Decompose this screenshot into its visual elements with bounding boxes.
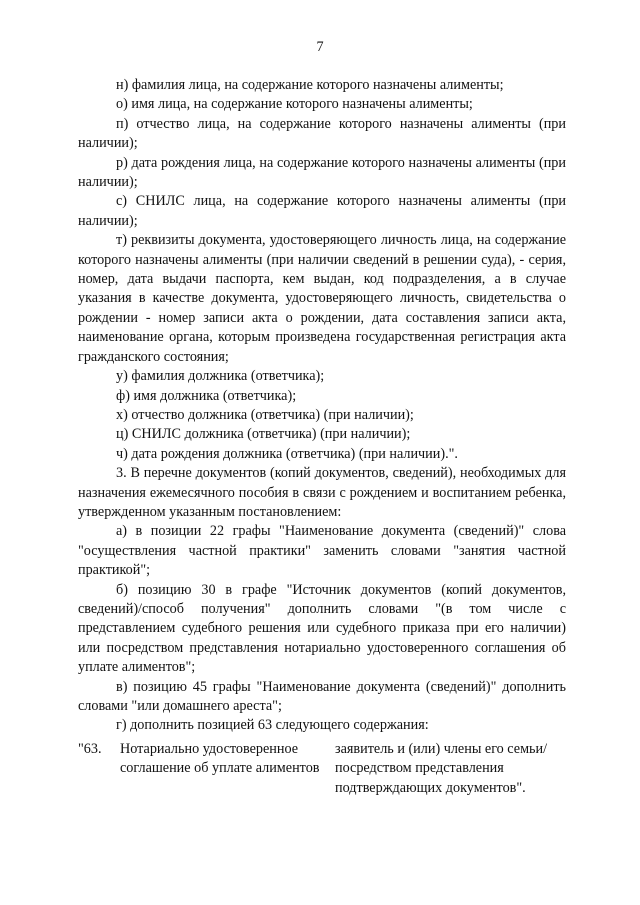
paragraph-ts: ц) СНИЛС должника (ответчика) (при наличии); [116, 426, 411, 443]
table-cell-document: Нотариально удостоверенное соглашение об уплате алиментов [120, 741, 320, 777]
paragraph-a: а) в позиции 22 графы "Наименование документа (сведений)" слова "осуществления частной практики" заменить словами "занятия частной практикой"; [78, 523, 566, 579]
paragraph-kh: х) отчество должника (ответчика) (при наличии); [116, 406, 414, 423]
table-row-63 [78, 740, 566, 820]
paragraph-u: у) фамилия должника (ответчика); [116, 368, 325, 385]
paragraph-p: п) отчество лица, на содержание которого назначены алименты (при наличии); [78, 115, 566, 152]
paragraph-s: с) СНИЛС лица, на содержание которого назначены алименты (при наличии); [78, 193, 566, 229]
document-body [78, 76, 566, 736]
paragraph-r: р) дата рождения лица, на содержание которого назначены алименты (при наличии); [78, 154, 566, 191]
paragraph-o: о) имя лица, на содержание которого назначены алименты; [116, 96, 473, 113]
paragraph-ch: ч) дата рождения должника (ответчика) (при наличии).". [116, 445, 458, 462]
table-cell-number: "63. [78, 741, 102, 757]
table-cell-source: заявитель и (или) члены его семьи/посредством представления подтверждающих документов". [335, 741, 548, 796]
paragraph-f: ф) имя должника (ответчика); [116, 387, 297, 404]
paragraph-v: в) позицию 45 графы "Наименование документа (сведений)" дополнить словами "или домашнего ареста"; [78, 678, 566, 714]
paragraph-b: б) позицию 30 в графе "Источник документов (копий документов, сведений)/способ получения" дополнить словами "(в том числе с представлением судебного решения или судебного приказа при его наличии) или посредством представления нотариально удостоверенного соглашения об уплате алиментов"; [78, 581, 566, 676]
paragraph-t: т) реквизиты документа, удостоверяющего личность лица, на содержание которого назначены алименты (при наличии сведений в решении суда), - серия, номер, дата выдачи паспорта, кем выдан, код подразделения, а в случае указания в качестве документа, удостоверяющего личность, свидетельства о рождении - номер записи акта о рождении, дата составления записи акта, наименование органа, которым произведена государственная регистрация акта гражданского состояния; [78, 232, 566, 365]
paragraph-item-3: 3. В перечне документов (копий документов, сведений), необходимых для назначения ежемесячного пособия в связи с рождением и воспитанием ребенка, утвержденном указанным постановлением: [78, 465, 566, 520]
paragraph-g: г) дополнить позицией 63 следующего содержания: [116, 717, 429, 734]
page-number: 7 [316, 39, 324, 55]
paragraph-n: н) фамилия лица, на содержание которого назначены алименты; [116, 77, 504, 93]
